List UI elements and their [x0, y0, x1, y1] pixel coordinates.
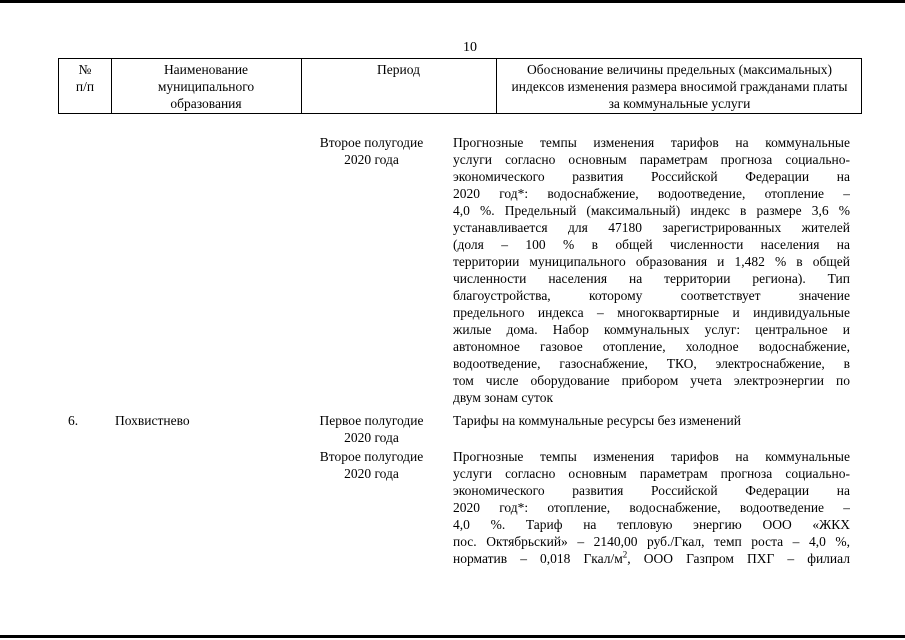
period-cell	[304, 448, 439, 482]
period-cell	[304, 412, 439, 446]
basis-line: экономического развития Российской Федерации на	[453, 483, 850, 498]
header-number-line-2: п/п	[75, 79, 95, 94]
superscript: 2	[622, 550, 628, 560]
period-line: Второе полугодие	[319, 449, 424, 464]
basis-text-fragment: , ООО Газпром ПХГ – филиал	[627, 551, 850, 566]
basis-line: 4,0 %. Предельный (максимальный) индекс в размере 3,6 %	[453, 203, 850, 218]
period-line: 2020 года	[344, 152, 399, 167]
municipality-name: Похвистнево	[115, 413, 190, 428]
header-number-line-1: №	[78, 62, 92, 77]
header-basis-line-3: за коммунальные услуги	[608, 96, 751, 111]
basis-line: услуги согласно основным параметрам прогноза социально-	[453, 152, 850, 167]
basis-line: 4,0 %. Тариф на тепловую энергию ООО «ЖКХ	[453, 517, 850, 532]
period-line: Первое полугодие	[319, 413, 424, 428]
page-number: 10	[463, 40, 477, 55]
basis-line: пос. Октябрьский» – 2140,00 руб./Гкал, темп роста – 4,0 %,	[453, 534, 850, 549]
basis-line: жилые дома. Набор коммунальных услуг: центральное и	[453, 322, 850, 337]
basis-line: услуги согласно основным параметрам прогноза социально-	[453, 466, 850, 481]
header-cell-municipality	[111, 59, 301, 113]
basis-line: автономное газовое отопление, холодное водоснабжение,	[453, 339, 850, 354]
bottom-border-bar	[0, 635, 905, 638]
basis-line: том числе оборудование прибором учета электроэнергии по	[453, 373, 850, 388]
basis-line: экономического развития Российской Федерации на	[453, 169, 850, 184]
basis-line: 2020 год*: водоснабжение, водоотведение, отопление –	[453, 186, 850, 201]
basis-line: Прогнозные темпы изменения тарифов на коммунальные	[453, 449, 850, 464]
basis-line: Тарифы на коммунальные ресурсы без изменений	[453, 413, 741, 428]
header-cell-period	[301, 59, 496, 113]
basis-line: Прогнозные темпы изменения тарифов на коммунальные	[453, 135, 850, 150]
basis-cell	[453, 448, 850, 567]
basis-cell	[453, 134, 850, 406]
header-cell-basis	[496, 59, 863, 113]
header-period-label: Период	[377, 62, 420, 77]
header-basis-line-1: Обоснование величины предельных (максимальных)	[527, 62, 832, 77]
basis-line: численности населения на территории региона). Тип	[453, 271, 850, 286]
header-municipality-line-3: образования	[170, 96, 242, 111]
period-cell	[304, 134, 439, 168]
table-header	[58, 58, 862, 114]
header-cell-number	[59, 59, 111, 113]
period-line: Второе полугодие	[319, 135, 424, 150]
basis-line: 2020 год*: отопление, водоснабжение, водоотведение –	[453, 500, 850, 515]
period-line: 2020 года	[344, 466, 399, 481]
basis-text-fragment: норматив – 0,018 Гкал/м	[453, 551, 623, 566]
basis-line: предельного индекса – многоквартирные и индивидуальные	[453, 305, 850, 320]
header-municipality-line-1: Наименование	[163, 62, 249, 77]
header-municipality-line-2: муниципального	[157, 79, 255, 94]
row-number: 6.	[68, 413, 79, 428]
basis-line: (доля – 100 % в общей численности населения на	[453, 237, 850, 252]
basis-line	[453, 550, 850, 567]
basis-cell	[453, 412, 850, 429]
basis-line: территории муниципального образования и 1,482 % в общей	[453, 254, 850, 269]
header-basis-line-2: индексов изменения размера вносимой гражданами платы	[511, 79, 848, 94]
basis-line: устанавливается для 47180 зарегистрированных жителей	[453, 220, 850, 235]
basis-line: благоустройства, которому соответствует значение	[453, 288, 850, 303]
top-border-bar	[0, 0, 905, 3]
basis-line: водоотведение, газоснабжение, ТКО, электроснабжение, в	[453, 356, 850, 371]
period-line: 2020 года	[344, 430, 399, 445]
basis-line: двум зонам суток	[453, 390, 554, 405]
